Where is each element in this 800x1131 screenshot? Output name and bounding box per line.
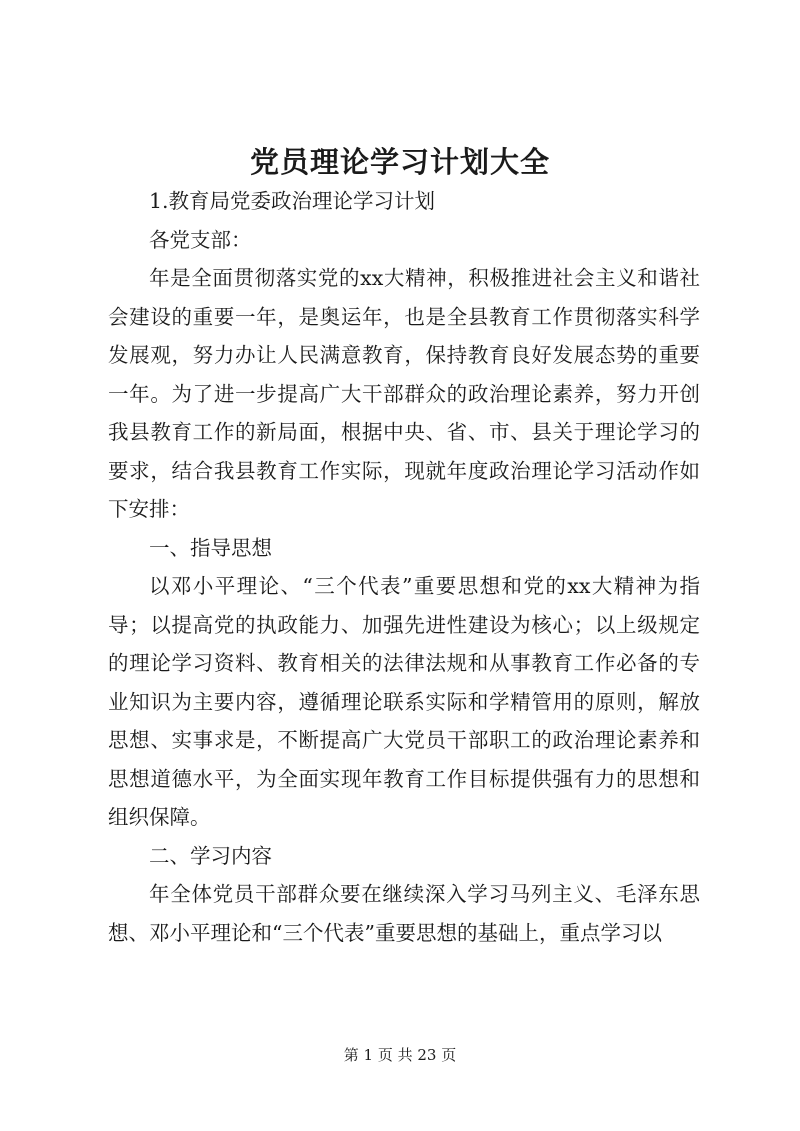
section-heading: 1.教育局党委政治理论学习计划 <box>149 189 436 213</box>
section-heading: 二、学习内容 <box>149 843 272 868</box>
section-heading: 一、指导思想 <box>149 535 272 560</box>
document-title: 党员理论学习计划大全 <box>249 145 550 179</box>
salutation: 各党支部： <box>149 227 252 252</box>
body-paragraph: 以邓小平理论、“三个代表”重要思想和党的xx大精神为指导；以提高党的执政能力、加强先进性建设为核心；以上级规定的理论学习资料、教育相关的法律法规和从事教育工作必备的专业知识为主要内容，遵循理论联系实际和学精管用的原则，解放思想、实事求是，不断提高广大党员干部职工的政治理论素养和思想道德水平，为全面实现年教育工作目标提供强有力的思想和组织保障。 <box>108 574 700 829</box>
page-number-footer: 第 1 页 共 23 页 <box>343 1046 457 1064</box>
body-paragraph: 年是全面贯彻落实党的xx大精神，积极推进社会主义和谐社会建设的重要一年，是奥运年，也是全县教育工作贯彻落实科学发展观，努力办让人民满意教育，保持教育良好发展态势的重要一年。为了进一步提高广大干部群众的政治理论素养，努力开创我县教育工作的新局面，根据中央、省、市、县关于理论学习的要求，结合我县教育工作实际，现就年度政治理论学习活动作如下安排： <box>108 266 700 521</box>
body-paragraph: 年全体党员干部群众要在继续深入学习马列主义、毛泽东思想、邓小平理论和“三个代表”重要思想的基础上，重点学习以 <box>108 882 700 945</box>
document-body <box>108 182 700 952</box>
